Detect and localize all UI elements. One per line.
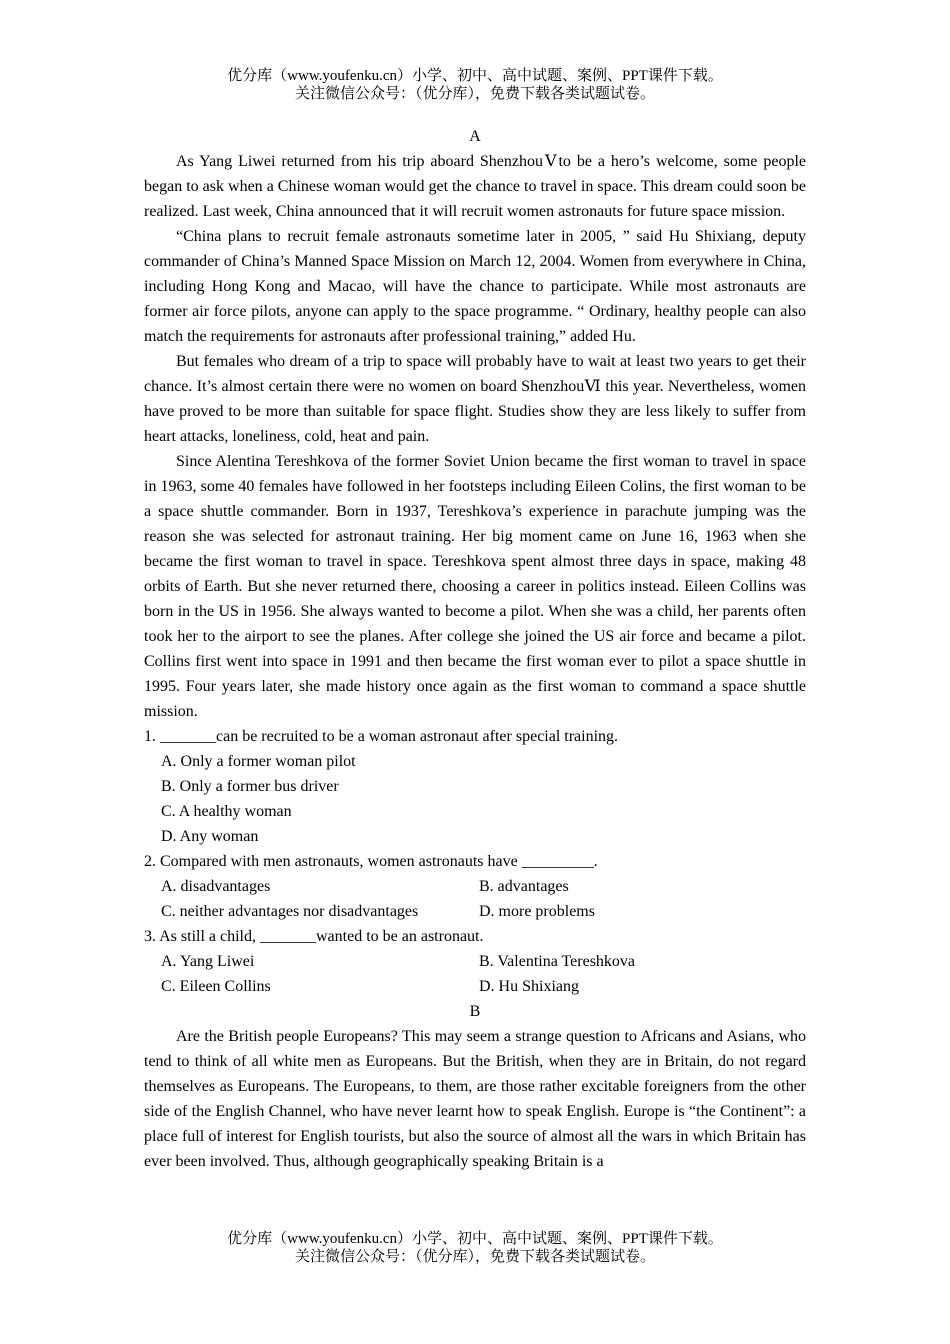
question-2-option-c: C. neither advantages nor disadvantages — [161, 903, 419, 920]
question-3-options-row-2 — [144, 974, 806, 999]
document-body — [144, 124, 806, 1174]
question-1-option-d: D. Any woman — [161, 828, 259, 845]
section-b-title: B — [469, 1003, 481, 1020]
question-1-stem: 1. _______can be recruited to be a woman astronaut after special training. — [144, 728, 619, 745]
question-1-option-b: B. Only a former bus driver — [161, 778, 339, 795]
question-3-option-c: C. Eileen Collins — [161, 978, 271, 995]
question-3-stem: 3. As still a child, _______wanted to be an astronaut. — [144, 928, 484, 945]
question-3-options-row-1 — [144, 949, 806, 974]
question-2 — [144, 849, 806, 924]
section-a-paragraph-1: As Yang Liwei returned from his trip aboard ShenzhouⅤto be a hero’s welcome, some people began to ask when a Chinese woman would get the chance to travel in space. This dream could soon be realized. Last week, China announced that it will recruit women astronauts for future space mission. — [144, 153, 806, 220]
question-1-option-c: C. A healthy woman — [161, 803, 292, 820]
question-2-options-row-2 — [144, 899, 806, 924]
question-3-option-d: D. Hu Shixiang — [479, 978, 579, 995]
question-2-option-b: B. advantages — [479, 878, 569, 895]
header-line-1: 优分库（www.youfenku.cn）小学、初中、高中试题、案例、PPT课件下载。 — [227, 68, 723, 84]
question-2-stem: 2. Compared with men astronauts, women astronauts have _________. — [144, 853, 598, 870]
page-header — [0, 67, 950, 103]
footer-line-2: 关注微信公众号：（优分库），免费下载各类试题试卷。 — [294, 1249, 655, 1265]
section-a-title: A — [469, 128, 481, 145]
section-a-paragraph-2: “China plans to recruit female astronauts sometime later in 2005, ” said Hu Shixiang, deputy commander of China’s Manned Space Mission on March 12, 2004. Women from everywhere in China, including Hong Kong and Macao, will have the chance to participate. While most astronauts are former air force pilots, anyone can apply to the space programme. “ Ordinary, healthy people can also match the requirements for astronauts after professional training,” added Hu. — [144, 228, 806, 345]
question-2-option-d: D. more problems — [479, 903, 595, 920]
footer-line-1: 优分库（www.youfenku.cn）小学、初中、高中试题、案例、PPT课件下载。 — [227, 1231, 723, 1247]
question-3 — [144, 924, 806, 999]
section-b-paragraph-1: Are the British people Europeans? This may seem a strange question to Africans and Asians, who tend to think of all white men as Europeans. But the British, when they are in Britain, do not regard themselves as Europeans. The Europeans, to them, are those rather excitable foreigners from the other side of the English Channel, who have never learnt how to speak English. Europe is “the Continent”: a place full of interest for English tourists, but also the source of almost all the wars in which Britain has ever been involved. Thus, although geographically speaking Britain is a — [144, 1028, 806, 1170]
question-3-option-b: B. Valentina Tereshkova — [479, 953, 636, 970]
section-a-paragraph-4: Since Alentina Tereshkova of the former Soviet Union became the first woman to travel in space in 1963, some 40 females have followed in her footsteps including Eileen Colins, the first woman to be a space shuttle commander. Born in 1937, Tereshkova’s experience in parachute jumping was the reason she was selected for astronaut training. Her big moment came on June 16, 1963 when she became the first woman to travel in space. Tereshkova spent almost three days in space, making 48 orbits of Earth. But she never returned there, choosing a career in politics instead. Eileen Collins was born in the US in 1956. She always wanted to become a pilot. When she was a child, her parents often took her to the airport to see the planes. After college she joined the US air force and became a pilot. Collins first went into space in 1991 and then became the first woman ever to pilot a space shuttle in 1995. Four years later, she made history once again as the first woman to command a space shuttle mission. — [144, 453, 806, 720]
question-2-option-a: A. disadvantages — [161, 878, 271, 895]
page-footer — [0, 1230, 950, 1266]
question-3-option-a: A. Yang Liwei — [161, 953, 255, 970]
question-1 — [144, 724, 806, 849]
question-1-option-a: A. Only a former woman pilot — [161, 753, 356, 770]
question-2-options-row-1 — [144, 874, 806, 899]
section-a-paragraph-3: But females who dream of a trip to space will probably have to wait at least two years to get their chance. It’s almost certain there were no women on board ShenzhouⅥ this year. Nevertheless, women have proved to be more than suitable for space flight. Studies show they are less likely to suffer from heart attacks, loneliness, cold, heat and pain. — [144, 353, 806, 445]
header-line-2: 关注微信公众号：（优分库），免费下载各类试题试卷。 — [294, 86, 655, 102]
